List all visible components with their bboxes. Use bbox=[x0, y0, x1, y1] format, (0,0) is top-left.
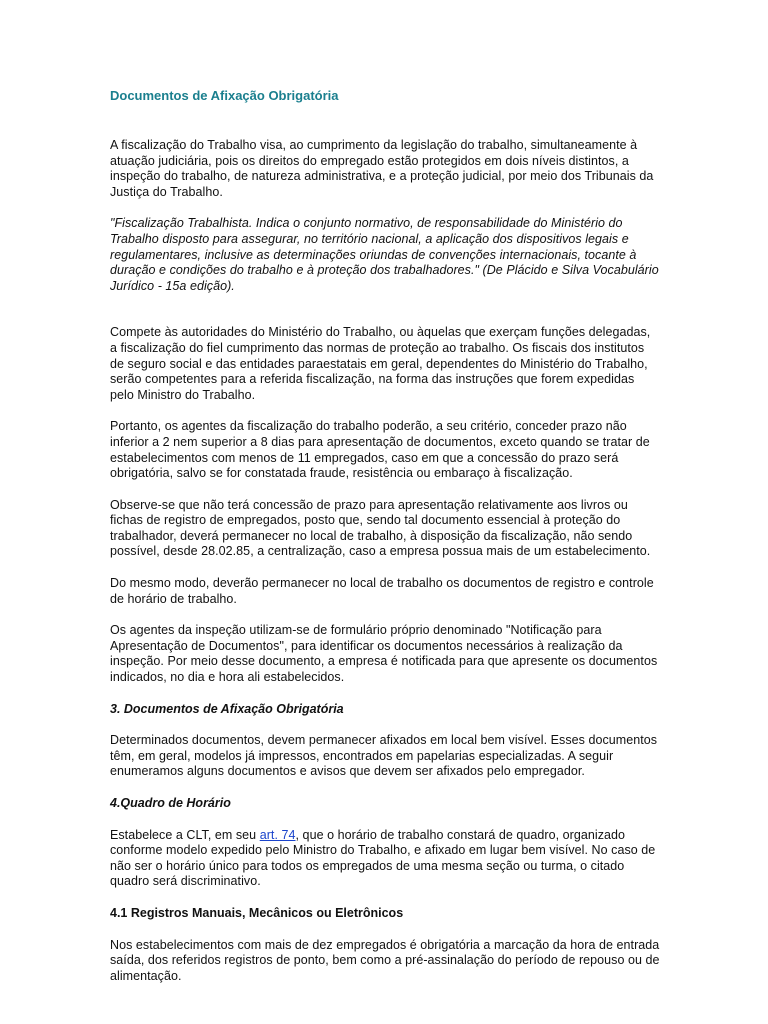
text-after-link: , que o horário de trabalho constará de quadro, organizado conforme modelo expedido pelo Ministro do Trabalho, e afixado em lugar bem visível. No caso de não ser o horário único para todos os empregados de uma mesma seção ou turma, o citado quadro será discriminativo. bbox=[110, 827, 656, 889]
art-74-link[interactable]: art. 74 bbox=[259, 827, 296, 842]
paragraph-controle-horario: Do mesmo modo, deverão permanecer no local de trabalho os documentos de registro e controle de horário de trabalho. bbox=[110, 576, 654, 606]
section-heading-4: 4.Quadro de Horário bbox=[110, 796, 231, 810]
section-heading-3: 3. Documentos de Afixação Obrigatória bbox=[110, 701, 344, 716]
paragraph-registro: Observe-se que não terá concessão de prazo para apresentação relativamente aos livros ou fichas de registro de empregados, posto que, sendo tal documento essencial à proteção do trabalhador, deverá permanecer no local de trabalho, à disposição da fiscalização, não sendo possível, desde 28.02.85, a centralização, caso a empresa possua mais de um estabelecimento. bbox=[110, 497, 651, 559]
page-title: Documentos de Afixação Obrigatória bbox=[110, 88, 339, 103]
paragraph-afixacao: Determinados documentos, devem permanecer afixados em local bem visível. Esses documentos têm, em geral, modelos já impressos, encontrados em papelarias especializadas. A seguir enumeramos alguns documentos e avisos que devem ser afixados pelo empregador. bbox=[110, 733, 658, 779]
section-heading-4-1: 4.1 Registros Manuais, Mecânicos ou Eletrônicos bbox=[110, 905, 404, 920]
quote-paragraph: "Fiscalização Trabalhista. Indica o conjunto normativo, de responsabilidade do Ministério do Trabalho disposto para assegurar, no território nacional, a aplicação dos dispositivos legais e regulamentares, inclusive as determinações oriundas de convenções internacionais, tocante à duração e condições do trabalho e à proteção dos trabalhadores." (De Plácido e Silva Vocabulário Jurídico - 15a edição). bbox=[110, 216, 659, 293]
paragraph-prazo: Portanto, os agentes da fiscalização do trabalho poderão, a seu critério, conceder prazo não inferior a 2 nem superior a 8 dias para apresentação de documentos, exceto quando se tratar de estabelecimentos com menos de 11 empregados, caso em que a concessão do prazo será obrigatória, salvo se for constatada fraude, resistência ou embaraço à fiscalização. bbox=[110, 419, 650, 481]
document-body bbox=[110, 88, 660, 1000]
paragraph-registros: Nos estabelecimentos com mais de dez empregados é obrigatória a marcação da hora de entrada saída, dos referidos registros de ponto, bem como a pré-assinalação do período de repouso ou de alimentação. bbox=[110, 937, 660, 983]
paragraph-intro: A fiscalização do Trabalho visa, ao cumprimento da legislação do trabalho, simultaneamente à atuação judiciária, pois os direitos do empregado estão protegidos em dois níveis distintos, a inspeção do trabalho, de natureza administrativa, e a proteção judicial, por meio dos Tribunais da Justiça do Trabalho. bbox=[110, 138, 654, 199]
paragraph-competencia: Compete às autoridades do Ministério do Trabalho, ou àquelas que exerçam funções delegadas, a fiscalização do fiel cumprimento das normas de proteção ao trabalho. Os fiscais dos institutos de seguro social e das entidades paraestatais em geral, dependentes do Ministério do Trabalho, serão competentes para a referida fiscalização, na forma das instruções que forem expedidas pelo Ministro do Trabalho. bbox=[110, 325, 651, 402]
paragraph-notificacao: Os agentes da inspeção utilizam-se de formulário próprio denominado "Notificação para Apresentação de Documentos", para identificar os documentos necessários à realização da inspeção. Por meio desse documento, a empresa é notificada para que apresente os documentos indicados, no dia e hora ali estabelecidos. bbox=[110, 623, 658, 685]
text-before-link: Estabelece a CLT, em seu bbox=[110, 827, 260, 842]
paragraph-quadro-horario bbox=[110, 828, 660, 890]
